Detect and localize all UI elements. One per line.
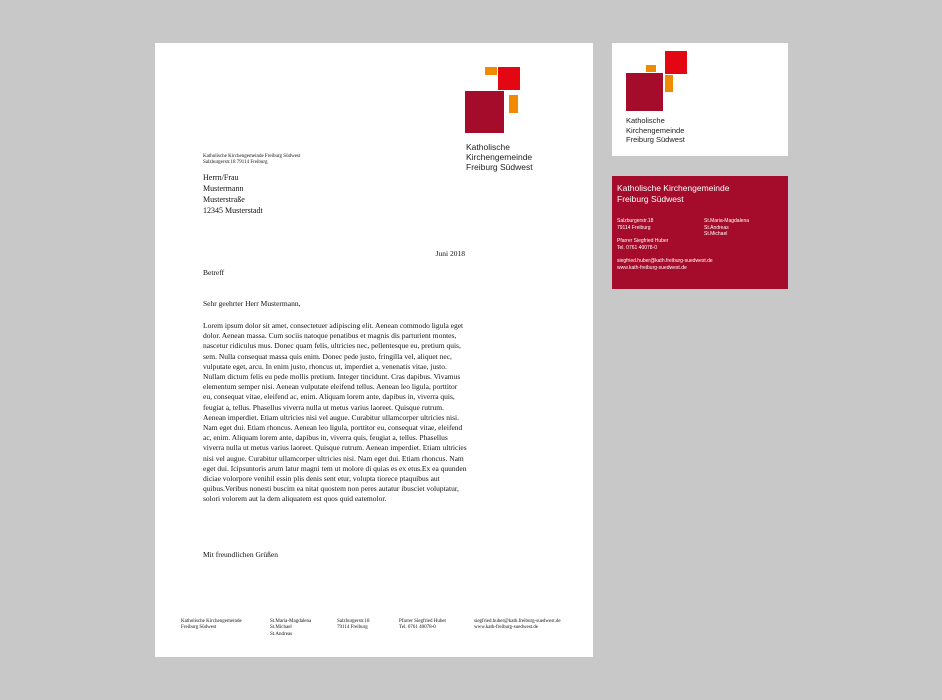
letter-subject: Betreff [203,268,225,277]
letter-closing: Mit freundlichen Grüßen [203,550,278,559]
footer-web [474,619,561,632]
footer-line: siegfried.huber@kath.freiburg-suedwest.de [474,619,561,624]
card-line: St.Michael [704,231,728,238]
footer-parishes [270,619,311,638]
logo-square-dark-red [465,91,504,133]
logo-line: Katholische [626,116,665,125]
footer-parish-name [181,619,242,632]
recipient-line: Mustermann [203,184,244,193]
logo-wordmark [466,142,533,172]
business-card-front [612,43,788,156]
footer-line: Pfarrer Siegfried Huber [399,619,447,624]
parish-logo [465,67,535,137]
business-card-back [612,176,788,289]
letter-date: Juni 2018 [435,249,465,258]
footer-line: 79114 Freiburg [337,625,368,631]
card-email: siegfried.huber@kath.freiburg-suedwest.de [617,258,713,264]
footer-contact [399,619,446,632]
footer-line: St.Andreas [270,631,293,637]
letter-salutation: Sehr geehrter Herr Mustermann, [203,299,301,308]
card-title-line: Freiburg Südwest [617,194,684,204]
recipient-line: Herrn/Frau [203,173,239,182]
card-address [617,218,653,231]
footer-line: St.Maria-Magdalena [270,619,312,624]
logo-square-red [665,51,687,74]
footer-address [337,619,370,632]
logo-line: Katholische [466,142,510,152]
logo-square-red [498,67,520,90]
card-contact [617,238,668,251]
sender-line: Katholische Kirchengemeinde Freiburg Südwest [203,154,301,159]
footer-line: Tel. 0761 40078-0 [399,625,436,631]
footer-line: Salzburgerstr.18 [337,619,370,624]
card-parishes [704,218,749,238]
logo-line: Freiburg Südwest [466,162,533,172]
card-line: St.Andreas [704,224,729,231]
logo-square-dark-red [626,73,663,111]
footer-line: St.Michael [270,625,292,631]
sender-return-address [203,154,363,166]
letterhead-page [155,43,593,657]
card-line: Pfarrer Siegfried Huber [617,238,669,244]
footer-line: www.kath-freiburg-suedwest.de [474,625,539,631]
card-line: Salzburgerstr.18 [617,218,654,224]
logo-line: Freiburg Südwest [626,135,685,144]
card-line: 79114 Freiburg [617,224,651,231]
card-line: Tel. 0761 40078-0 [617,244,658,251]
logo-square-orange-small [646,65,656,72]
logo-line: Kirchengemeinde [626,125,685,135]
footer-line: Freiburg Südwest [181,625,217,631]
recipient-line: Musterstraße [203,195,245,204]
sender-line: Salzburgerstr.18 79114 Freiburg [203,160,268,165]
card-title-line: Katholische Kirchengemeinde [617,183,730,193]
recipient-address [203,172,263,216]
logo-square-orange [665,75,673,92]
card-logo [626,51,690,113]
logo-square-orange [509,95,518,113]
card-web: www.kath-freiburg-suedwest.de [617,264,687,271]
card-logo-wordmark [626,116,685,145]
footer-line: Katholische Kirchengemeinde [181,619,242,624]
card-title [617,183,729,205]
card-line: St.Maria-Magdalena [704,218,750,224]
logo-line: Kirchengemeinde [466,152,533,162]
card-online [617,258,713,271]
logo-square-orange-small [485,67,497,75]
recipient-line: 12345 Musterstadt [203,206,263,215]
letter-body: Lorem ipsum dolor sit amet, consectetuer adipiscing elit. Aenean commodo ligula eget dolor. Aenean massa. Cum sociis natoque penatibus et magnis dis parturient montes, nascetur ridiculus mus. Donec quam felis, ultricies nec, pellentesque eu, pretium quis, sem. Nulla consequat massa quis enim. Donec pede justo, fringilla vel, aliquet nec, vulputate eget, arcu. In enim justo, rhoncus ut, imperdiet a, venenatis vitae, justo. Nullam dictum felis eu pede mollis pretium. Integer tincidunt. Cras dapibus. Vivamus elementum semper nisi. Aenean vulputate eleifend tellus. Aenean leo ligula, porttitor eu, consequat vitae, eleifend ac, enim. Aliquam lorem ante, dapibus in, viverra quis, feugiat a, tellus. Phasellus viverra nulla ut metus varius laoreet. Quisque rutrum. Aenean imperdiet. Etiam ultricies nisi vel augue. Curabitur ullamcorper ultricies nisi. Nam eget dui. Etiam rhoncus. Aenean leo ligula, porttitor eu, consequat vitae, eleifend ac, enim. Aliquam lorem ante, dapibus in, viverra quis, feugiat a, tellus. Phasellus viverra nulla ut metus varius laoreet. Quisque rutrum. Aenean imperdiet. Etiam ultricies nisi vel augue. Curabitur ullamcorper ultricies nisi. Nam eget dui. Etiam rhoncus. Nam eget dui. Icipsuntoris arum latur magni tem ut molore di quias es ex etus.Ex ea quunden diciae volorpore venihil essin plis denis sent etur, volupta tiorece ptaquibus aut quibus.Veribus nonesti buscim ea nitat quostem non peres autatur ibusciet voluptatur, solori volorem aut la dem aliquatem est quos quid eatemolor. [203,321,467,504]
